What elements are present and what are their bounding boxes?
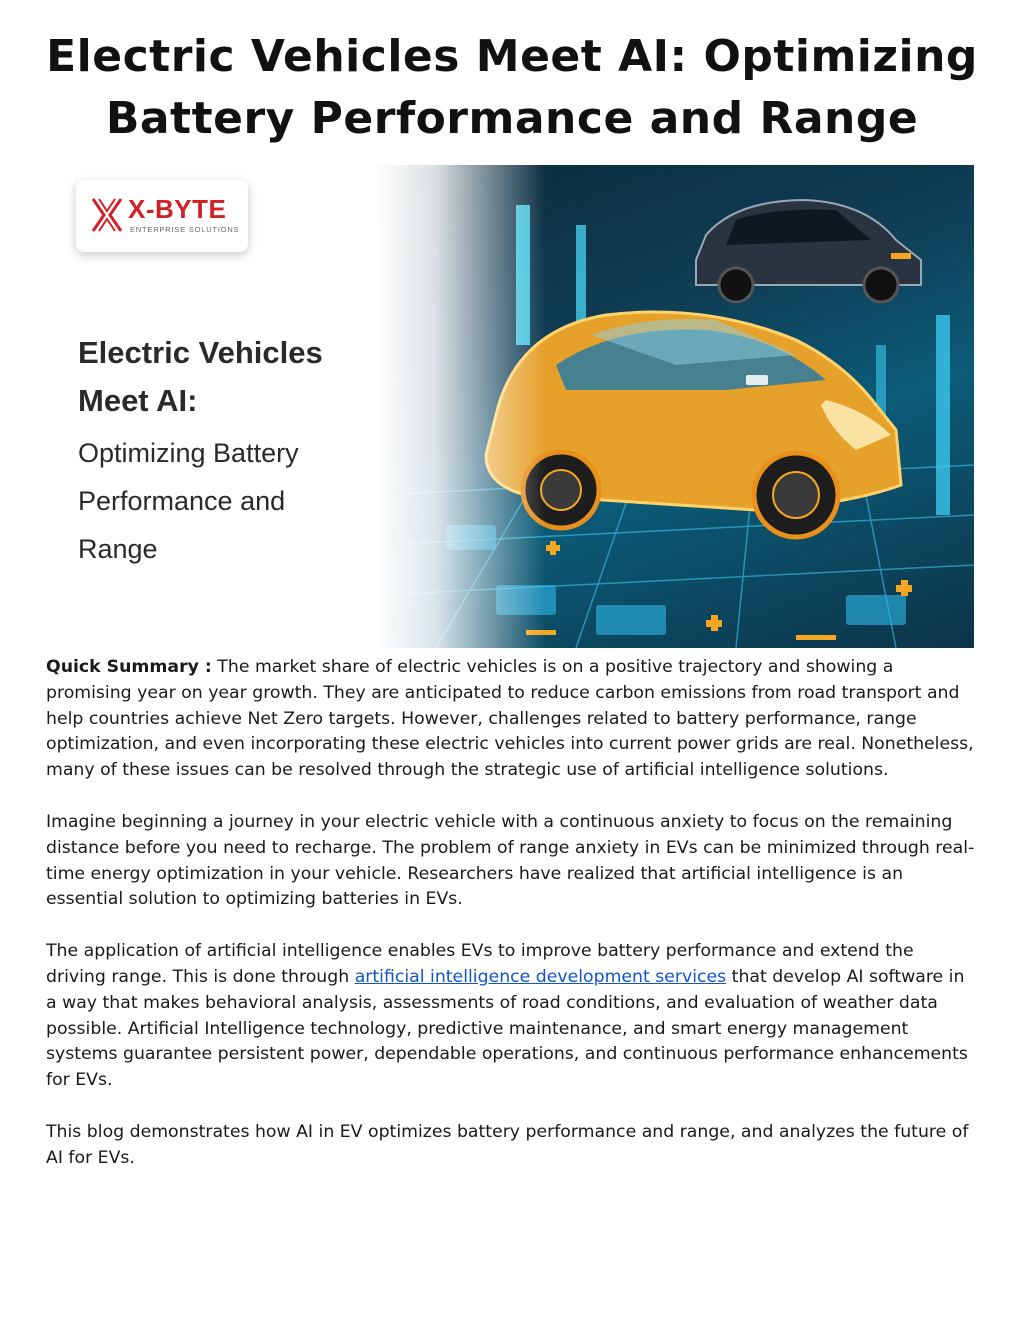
page-title xyxy=(40,26,984,150)
paragraph-3-after: that develop AI software in a way that makes behavioral analysis, assessments of road conditions, and evaluation of weather data possible. Artificial Intelligence technology, predictive maintenance, and smart energy management systems guarantee persistent power, dependable operations, and continuous performance enhancements for EVs. xyxy=(46,966,968,1091)
logo-name: X-BYTE xyxy=(128,194,227,224)
hero-banner xyxy=(46,165,974,648)
article-body xyxy=(46,655,976,1198)
hero-heading-3: Range xyxy=(78,534,158,564)
hero-heading-bold-1: Electric Vehicles xyxy=(78,335,323,370)
page-title-line-2: Battery Performance and Range xyxy=(105,93,919,144)
paragraph-3-before: The application of artificial intelligence enables EVs to improve battery performance and extend the driving range. This is done through xyxy=(46,941,914,987)
hero-fade-overlay xyxy=(376,165,546,648)
ai-development-services-link[interactable]: artificial intelligence development services xyxy=(354,966,727,987)
hero-heading-2: Performance and xyxy=(78,486,286,516)
main-electric-car xyxy=(486,312,901,537)
paragraph-3 xyxy=(46,939,976,1094)
summary-label: Quick Summary : xyxy=(46,657,212,677)
hero-heading-1: Optimizing Battery xyxy=(78,438,299,468)
page-title-line-1: Electric Vehicles Meet AI: Optimizing xyxy=(46,31,978,82)
background-car xyxy=(696,200,921,302)
logo-subtitle: ENTERPRISE SOLUTIONS xyxy=(130,225,240,234)
paragraph-4: This blog demonstrates how AI in EV optimizes battery performance and range, and analyzes the future of AI for EVs. xyxy=(46,1121,969,1168)
x-byte-logo-icon xyxy=(90,196,124,234)
summary-text: The market share of electric vehicles is on a positive trajectory and showing a promising year on year growth. They are anticipated to reduce carbon emissions from road transport and help countries achieve Net Zero targets. However, challenges related to battery performance, range optimization, and even incorporating these electric vehicles into current power grids are real. Nonetheless, many of these issues can be resolved through the strategic use of artificial intelligence solutions. xyxy=(46,657,974,781)
company-logo xyxy=(76,180,248,252)
hero-heading-bold-2: Meet AI: xyxy=(78,383,198,418)
paragraph-2: Imagine beginning a journey in your electric vehicle with a continuous anxiety to focus on the remaining distance before you need to recharge. The problem of range anxiety in EVs can be minimized through real-time energy optimization in your vehicle. Researchers have realized that artificial intelligence is an essential solution to optimizing batteries in EVs. xyxy=(46,811,975,910)
summary-paragraph xyxy=(46,655,976,784)
